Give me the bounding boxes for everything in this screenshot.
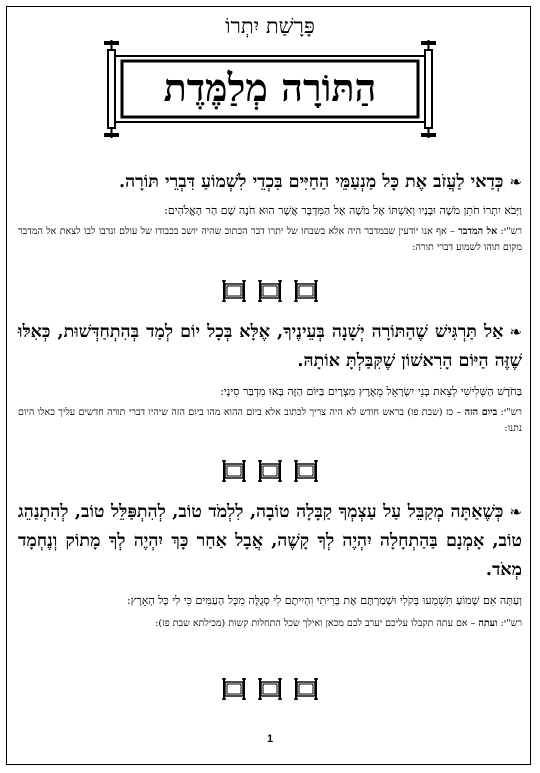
rashi-label: רש"י: — [500, 618, 522, 629]
torah-scroll-icon — [293, 280, 319, 302]
title-scroll-banner — [102, 40, 438, 138]
headline-text: כְּדַאי לַעֲזֹב אֶת כָּל מַנְעַמֵּי הַחַיִּים בִּכְדֵי לִשְׁמוֹעַ דִּבְרֵי תּוֹרָה. — [119, 172, 504, 192]
rashi-label: רש"י: — [500, 407, 522, 418]
parasha-heading: פָּרָשַׁת יִתְרוֹ — [225, 14, 315, 38]
section-divider — [0, 280, 540, 302]
section-3 — [18, 498, 522, 632]
section-1 — [18, 168, 522, 256]
section-divider — [0, 678, 540, 700]
section-divider — [0, 460, 540, 482]
leaf-bullet-icon: ❧ — [509, 503, 522, 521]
rashi-term: אל המדבר — [458, 226, 498, 237]
verse-text: וַיָּבֹא יִתְרוֹ חֹתֵן מֹשֶׁה וּבָנָיו וְאִשְׁתּוֹ אֶל מֹשֶׁה אֶל הַמִּדְבָּר אֲשֶׁר הוּא חֹנֶה שָׁם הַר הָאֱלֹהִים: — [164, 204, 522, 217]
headline-text: אַל תַּרְגִּישׁ שֶׁהַתּוֹרָה יְשָׁנָה בְּעֵינֶיךָ, אֶלָּא בְּכָל יוֹם לְמַד בְּהִתְחַדְּשׁוּת, כְּאִלּוּ שֶׁזֶּה הַיּוֹם הָרִאשׁוֹן שֶׁקִּבַּלְתָּ אוֹתָהּ. — [18, 322, 522, 371]
rashi-commentary — [18, 405, 522, 437]
rashi-term: ביום הזה — [464, 407, 498, 418]
rashi-commentary — [18, 224, 522, 256]
torah-scroll-icon — [221, 678, 247, 700]
rashi-text: – אם עתה תקבלו עליכם יערב לכם מכאן ואילך שכל התחלות קשות (מכילתא שבת פז): — [155, 618, 476, 629]
rashi-text: – כז (שבת פו) בראש חודש לא היה צריך לכתוב אלא ביום ההוא מהו ביום הזה שיהיו דברי תורה חדשים עליך כאלו היום נתנו: — [18, 407, 522, 434]
verse-text: וְעַתָּה אִם שָׁמוֹעַ תִּשְׁמְעוּ בְּקֹלִי וּשְׁמַרְתֶּם אֶת בְּרִיתִי וִהְיִיתֶם לִי סְגֻלָּה מִכָּל הָעַמִּים כִּי לִי כָּל הָאָרֶץ: — [126, 594, 522, 607]
section-headline — [18, 168, 522, 197]
torah-scroll-icon — [257, 280, 283, 302]
leaf-bullet-icon: ❧ — [509, 323, 522, 341]
section-2 — [18, 318, 522, 437]
headline-text: כְּשֶׁאַתָּה מְקַבֵּל עַל עַצְמְךָ קַבָּלָה טוֹבָה, לִלְמֹד טוֹב, לְהִתְפַּלֵּל טוֹב, לְהִתְנַהֵג טוֹב, אָמְנָם בַּהַתְחָלָה יִהְיֶה לְךָ קָשֶׁה, אֲבָל אַחַר כָּךְ יִהְיֶה לְךָ מָתוֹק וְנֶחְמָד מְאֹד. — [18, 502, 522, 580]
page-number: 1 — [266, 733, 274, 745]
section-headline — [18, 498, 522, 585]
torah-scroll-icon — [293, 460, 319, 482]
torah-scroll-icon — [293, 678, 319, 700]
verse-text: בַּחֹדֶשׁ הַשְּׁלִישִׁי לְצֵאת בְּנֵי יִשְׂרָאֵל מֵאֶרֶץ מִצְרָיִם בַּיּוֹם הַזֶּה בָּאוּ מִדְבַּר סִינָי: — [220, 385, 522, 398]
torah-scroll-icon — [257, 678, 283, 700]
rashi-term: ועתה — [478, 618, 498, 629]
section-headline — [18, 318, 522, 376]
main-title: הַתּוֹרָה מְלַמֶּדֶת — [163, 65, 377, 110]
torah-scroll-icon — [221, 280, 247, 302]
torah-scroll-icon — [221, 460, 247, 482]
rashi-text: – אף אנו יודעין שבמדבר היה אלא בשבחו של יתרו דבר הכתוב שהיה יושב בכבודו של עולם ונדבו לבו לצאת אל המדבר מקום תוהו לשמוע דברי תורה: — [18, 226, 522, 253]
leaf-bullet-icon: ❧ — [509, 173, 522, 191]
rashi-commentary — [18, 616, 522, 632]
torah-scroll-icon — [257, 460, 283, 482]
rashi-label: רש"י: — [500, 226, 522, 237]
